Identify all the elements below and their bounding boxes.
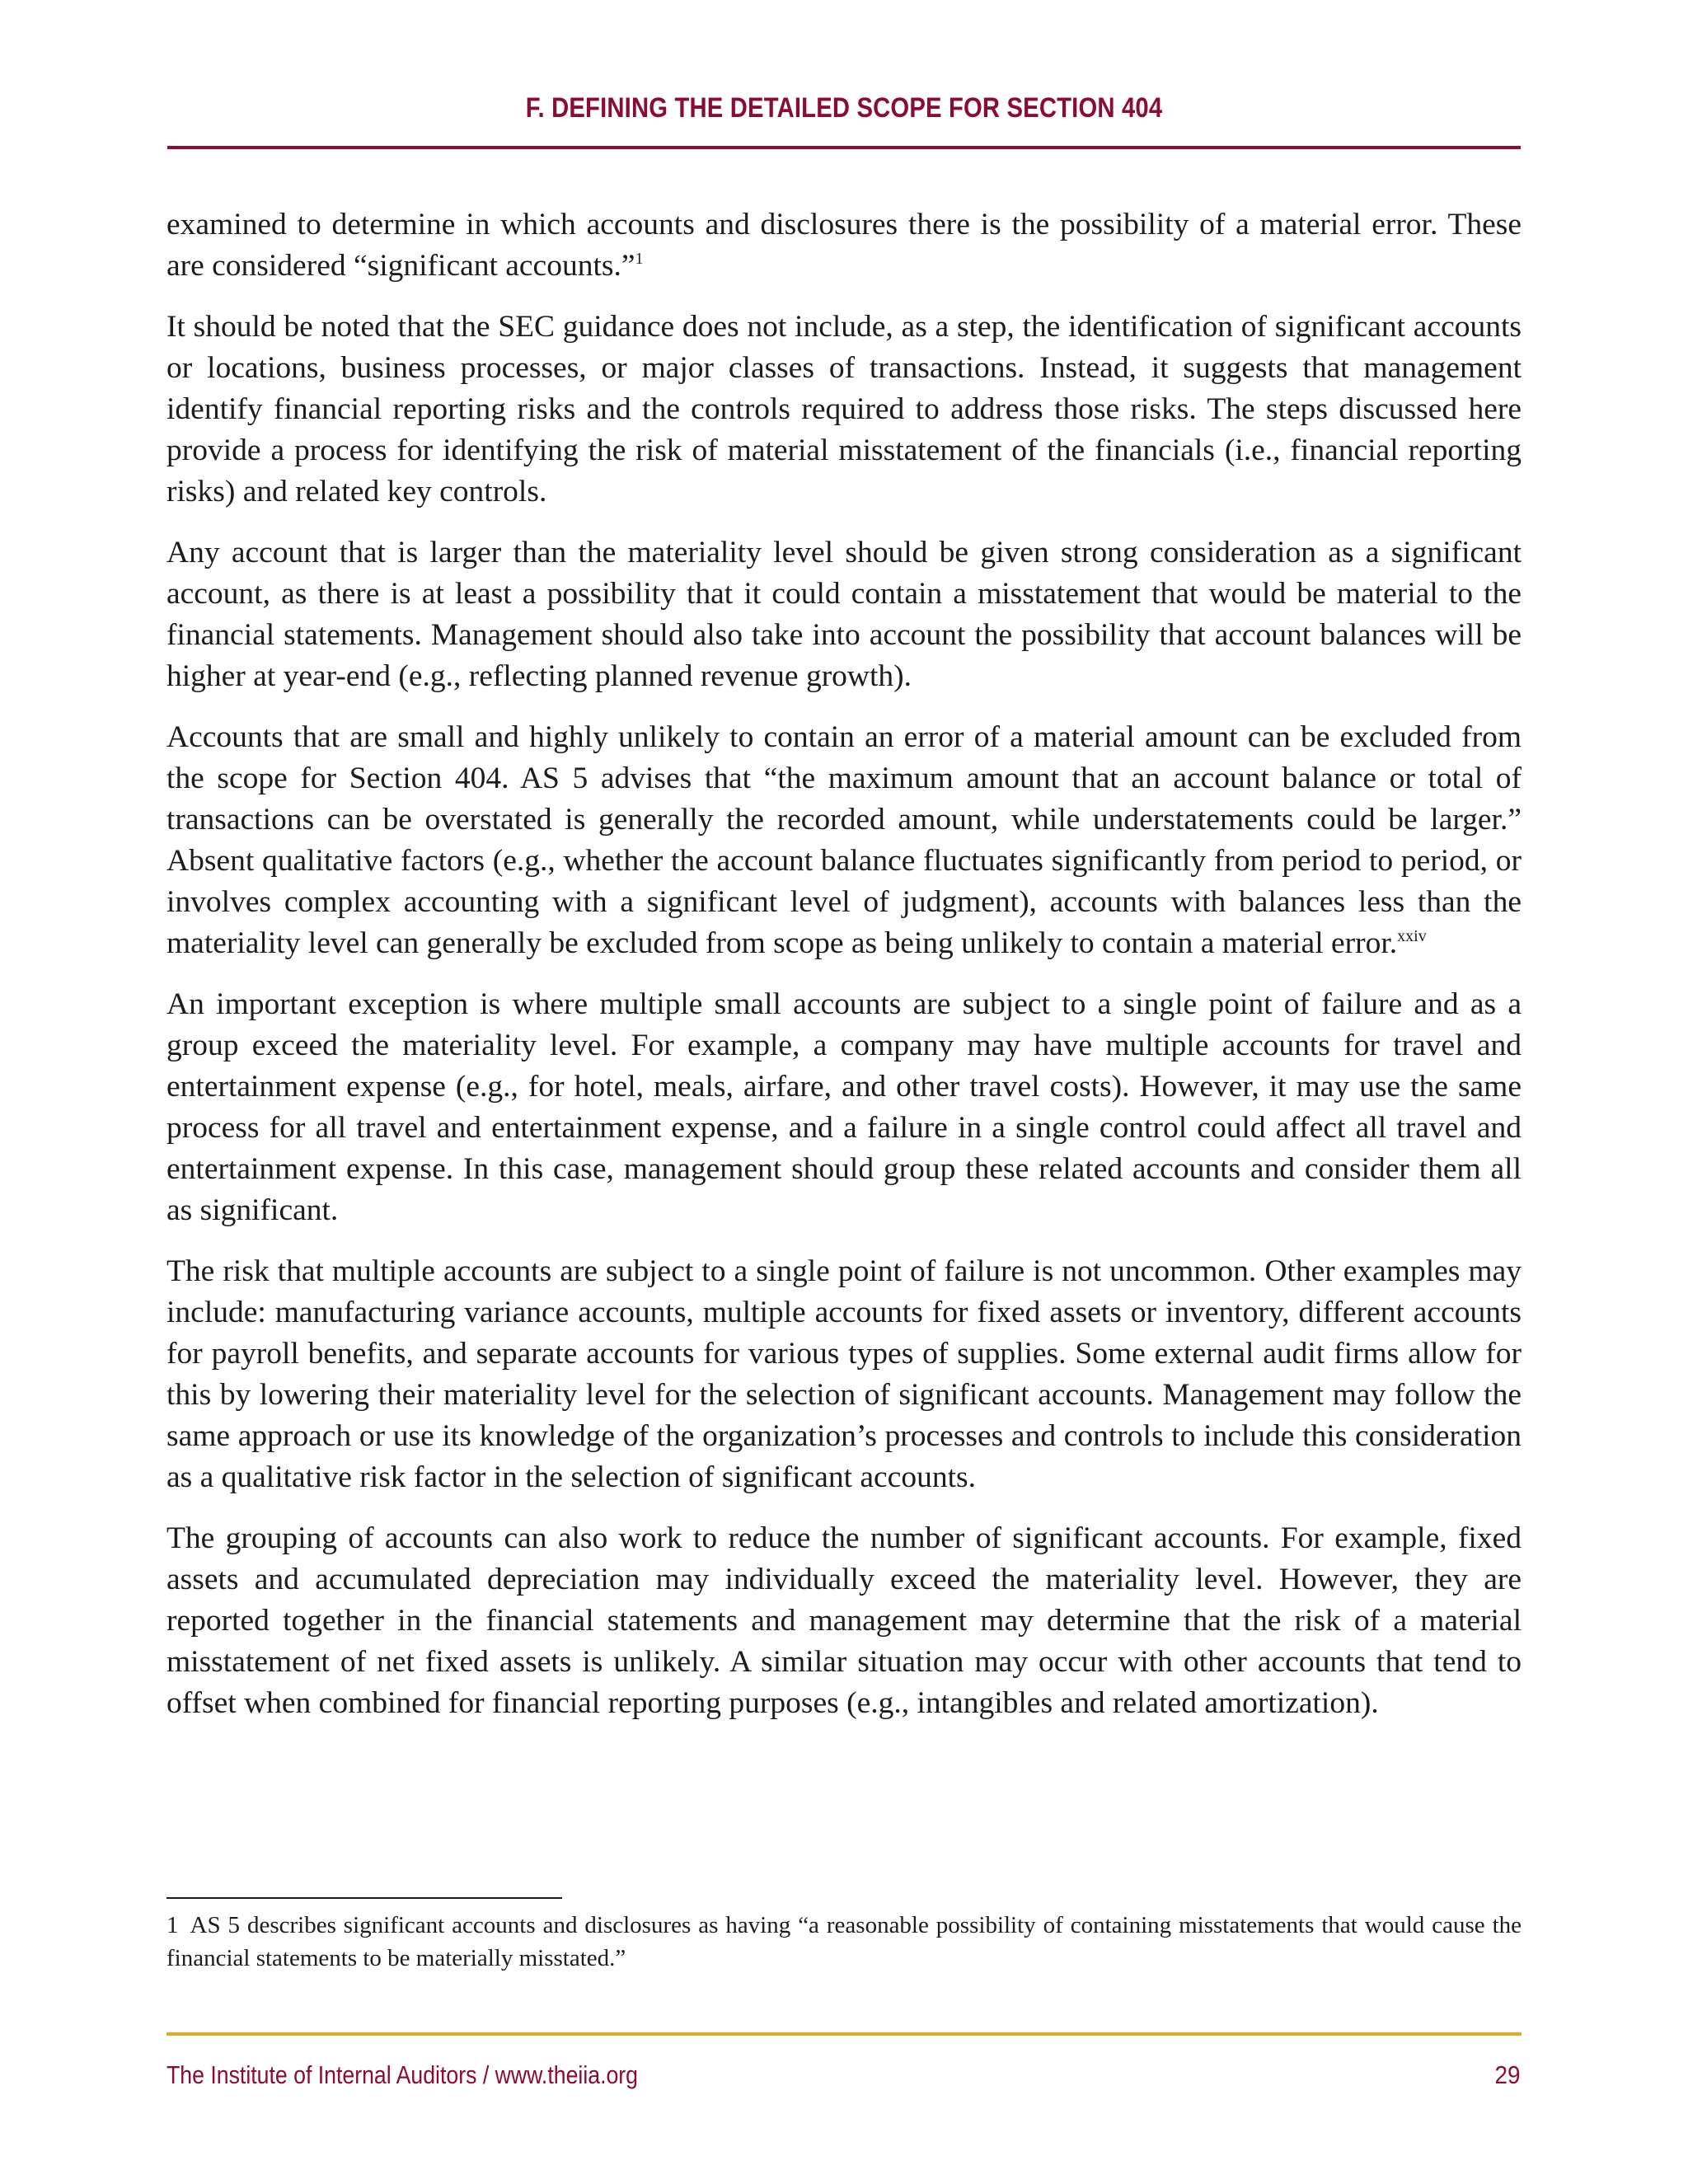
paragraph-7: The grouping of accounts can also work to reduce the number of significant accounts. For example, fixed assets and accumulated depreciation may individually exceed the materiality level. However, they are reported together in the financial statements and management may determine that the risk of a material misstatement of net fixed assets is unlikely. A similar situation may occur with other accounts that tend to offset when combined for financial reporting purposes (e.g., intangibles and related amortization). [166, 1521, 1522, 1720]
paragraph-5: An important exception is where multiple small accounts are subject to a single point of failure and as a group exceed the materiality level. For example, a company may have multiple accounts for travel and entertainment expense (e.g., for hotel, meals, airfare, and other travel costs). However, it may use the same process for all travel and entertainment expense, and a failure in a single control could affect all travel and entertainment expense. In this case, management should group these related accounts and consider them all as significant. [166, 987, 1522, 1227]
footnote-separator [166, 1897, 562, 1899]
paragraph-4: Accounts that are small and highly unlikely to contain an error of a material amount can be excluded from the scope for Section 404. AS 5 advises that “the maximum amount that an account balance or total of transactions can be overstated is generally the recorded amount, while understatements could be larger.” Absent qualitative factors (e.g., whether the account balance fluctuates significantly from period to period, or involves complex accounting with a significant level of judgment), accounts with balances less than the materiality level can generally be excluded from scope as being unlikely to contain a material error.$^{xxiv}$ [166, 720, 1522, 960]
header-divider [167, 146, 1521, 149]
footer-divider [166, 2032, 1522, 2036]
paragraph-2: It should be noted that the SEC guidance does not include, as a step, the identification of significant accounts or locations, business processes, or major classes of transactions. Instead, it suggests that management identify financial reporting risks and the controls required to address those risks. The steps discussed here provide a process for identifying the risk of material misstatement of the financials (i.e., financial reporting risks) and related key controls. [166, 310, 1522, 509]
paragraph-6: The risk that multiple accounts are subject to a single point of failure is not uncommon. Other examples may include: manufacturing variance accounts, multiple accounts for fixed assets or inventory, different accounts for payroll benefits, and separate accounts for various types of supplies. Some external audit firms allow for this by lowering their materiality level for the selection of significant accounts. Management may follow the same approach or use its knowledge of the organization’s processes and controls to include this consideration as a qualitative risk factor in the selection of significant accounts. [166, 1254, 1522, 1494]
page-number: 29 [1493, 2060, 1520, 2089]
page-header-title: F. DEFINING THE DETAILED SCOPE FOR SECTION 404 [525, 92, 1163, 124]
paragraph-1: examined to determine in which accounts and disclosures there is the possibility of a material error. These are considered “significant accounts.”$^1$ [166, 208, 1522, 283]
footnote-number: 1 [166, 1912, 179, 1938]
paragraph-3: Any account that is larger than the materiality level should be given strong consideration as a significant account, as there is at least a possibility that it could contain a misstatement that would be material to the financial statements. Management should also take into account the possibility that account balances will be higher at year-end (e.g., reflecting planned revenue growth). [166, 536, 1522, 693]
body-content [166, 204, 1522, 1744]
footer-publisher[interactable]: The Institute of Internal Auditors / www.theiia.org [166, 2060, 639, 2089]
endnote-ref-xxiv[interactable]: xxiv [1397, 927, 1427, 945]
footnote-ref-1[interactable]: 1 [635, 250, 644, 268]
footnote-text: AS 5 describes significant accounts and disclosures as having “a reasonable possibility of containing misstatements that would cause the financial statements to be materially misstated.” [166, 1912, 1522, 1971]
footnote-1 [166, 1909, 1522, 1975]
